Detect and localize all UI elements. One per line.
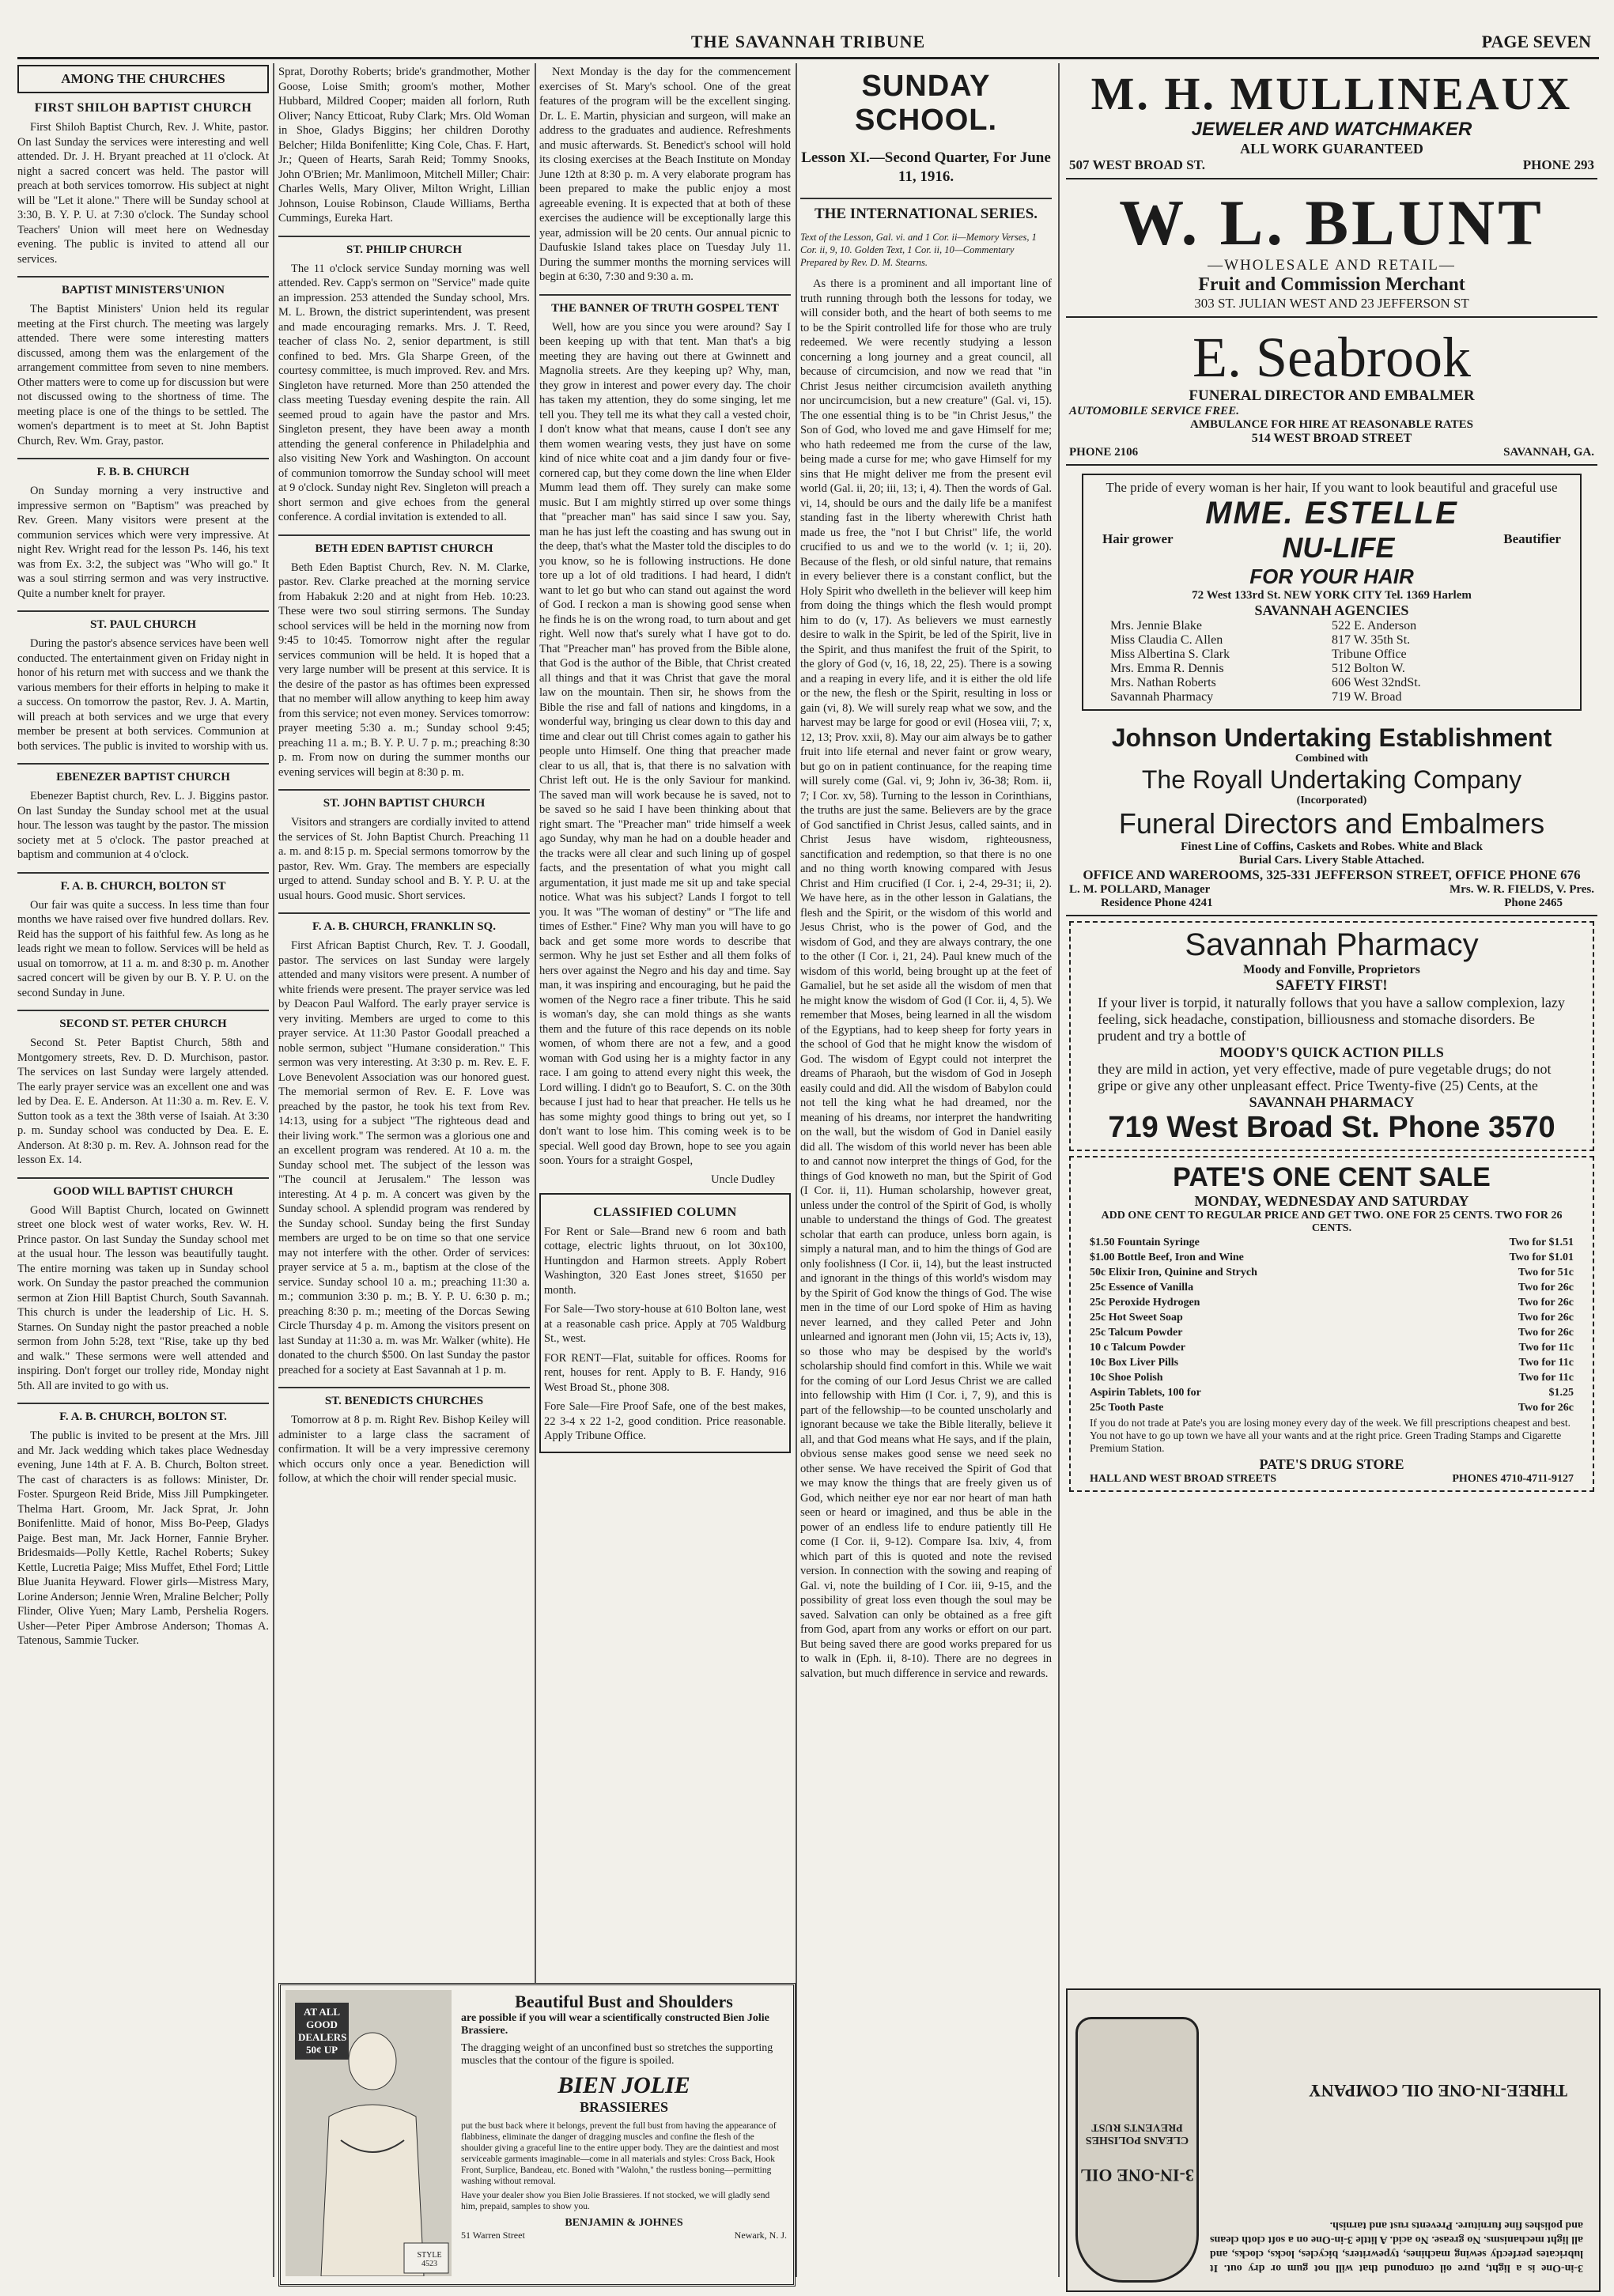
section-head: FIRST SHILOH BAPTIST CHURCH [34, 101, 252, 115]
church-section [17, 610, 269, 753]
agent-name: Savannah Pharmacy [1110, 690, 1214, 704]
sale-items [1074, 1235, 1589, 1415]
ad-line: Mrs. W. R. FIELDS, V. Pres. [1450, 883, 1594, 896]
series-heading: THE INTERNATIONAL SERIES. [800, 198, 1052, 223]
classified-item: FOR RENT—Flat, suitable for offices. Rooms for rent, houses for rent. Apply to B. F. Handy, 916 West Broad St., phone 308. [544, 1351, 786, 1394]
ad-line: FOR YOUR HAIR [1249, 565, 1414, 588]
ad-line: SAFETY FIRST! [1276, 977, 1388, 994]
ad-line: SAVANNAH PHARMACY [1249, 1094, 1415, 1110]
ad-city: SAVANNAH, GA. [1503, 446, 1594, 459]
section-text: Tomorrow at 8 p. m. Right Rev. Bishop Keiley will administer to a large class the sacrament of confirmation. It will be a very impressive ceremony which occurs only once a year. Benediction will follow, at which the choir will render special music. [278, 1414, 530, 1485]
ad-line: Finest Line of Coffins, Caskets and Robes. White and Black [1181, 840, 1483, 853]
ad-brassiere [278, 1983, 796, 2287]
section-text: Our fair was quite a success. In less time than four months we have raised over five hundred dollars. Rev. Reid has the support of his faithful few. As long as he leads right we mean to follow. Services will be held as usual on tomorrow, at 11 a. m. and 8:30 p. m. Another sacred concert will be given by our B. Y. P. U. on the second Sunday in June. [17, 898, 269, 999]
section-text: Sprat, Dorothy Roberts; bride's grandmother, Mother Goose, Loise Smith; groom's mother, Mother Hubbard, Mildred Cooper; maiden all forlorn, Ruth Oliver; Nancy Etticoat, Ruby Clark; Mrs. Old Woman in Shoe, Gladys Biggins; her children Dorothy Belcher; Hilda Bonifenlitte; King Cole, Chas. F. Hart, Jr.; Queen of Hearts, Sarah Reid; Tommy Snooks, John O'Brien; Mr. Manlimoon, Mitchell Miller; Chair: Charles Wells, Mary Oliver, Milton Wright, Lillian Johnson, Louise Robinson, Claude Williams, Bertha Cummings, Eureka Hart. [278, 66, 530, 225]
classified-item: Fore Sale—Fire Proof Safe, one of the best makes, 22 3-4 x 22 1-2, good condition. Price reasonable. Apply Tribune Office. [544, 1400, 786, 1442]
sale-item: $1.00 Bottle Beef, Iron and Wine Two for $1.01 [1090, 1252, 1574, 1263]
can-brand: 3-IN-ONE OIL [1080, 2166, 1194, 2185]
can-label: CLEANS POLISHES PREVENTS RUST [1085, 2121, 1189, 2146]
ad-name: PATE'S ONE CENT SALE [1173, 1162, 1491, 1192]
agent-name: Mrs. Nathan Roberts [1110, 676, 1216, 689]
ad-phone: Residence Phone 4241 [1101, 897, 1213, 909]
section-head: ST. BENEDICTS CHURCHES [278, 1387, 530, 1408]
sale-item: 10c Box Liver Pills Two for 11c [1090, 1357, 1574, 1369]
section-text: The public is invited to be present at the Mrs. Jill and Mr. Jack wedding which takes place Wednesday evening, June 14th at F. A. B. Church, Bolton street. The cast of characters is as follows: Minister, Dr. Foster. Spurgeon Reid Bride, Miss Jill Pumpkingeter. Thelma Hart. Groom, Mr. Jack Sprat, Jr. John Bonifenlitte. Maid of honor, Miss Bo-Peep, Gladys Paige. Best man, Mr. Jack Horner, Fannie Bryher. Bridesmaids—Polly Kettle, Rachel Roberts; Sukey Kettle, Lucretia Paige; Miss Muffet, Ethel Ford; Little Blue Juanita Heyward. Flower girls—Mistress Mary, Lorine Anderson; Jennie Wren, Mraline Belcher; Polly Flinder, Olive Yuen; Mary Lamb, Pershelia Rogers. Usher—Peter Piper Ambrose Anderson; Thomas A. Tatenous, Sammie Tucker. [17, 1429, 269, 1647]
section-text: During the pastor's absence services have been well conducted. The entertainment given on Friday night in honor of his return met with success and we thank the various members for their efforts in helping to make it a success. On tomorrow the pastor, Rev. J. A. Martin, will preach at both services and we urge that every member be present at both services. Communion at both services. The public is invited to worship with us. [17, 637, 269, 753]
ad-line: Beautifier [1503, 531, 1561, 546]
ad-three-in-one [1066, 1988, 1601, 2292]
agent-list [1087, 619, 1577, 704]
ad-product: NU-LIFE [1282, 531, 1395, 564]
column-divider [1058, 63, 1060, 2277]
section-text: The Baptist Ministers' Union held its regular meeting at the First church. The meeting was largely attended. There were some interesting matters discussed, among them was the enlargement of the arrangement committee from seven to nine members. Other matters were to come up for discussion but were not discussed owing to the shortness of time. The meeting place is one of the things to be settled. The women's department is to meet at St. John Baptist Church, Rev. Wm. Gray, pastor. [17, 303, 269, 447]
style-number: STYLE 4523 [417, 2251, 442, 2268]
ad-phone: PHONE 293 [1522, 157, 1594, 172]
church-section [17, 872, 269, 1001]
ad-line: PATE'S DRUG STORE [1259, 1456, 1404, 1472]
ad-phone: PHONE 2106 [1069, 446, 1139, 459]
ad-line: AMBULANCE FOR HIRE AT REASONABLE RATES [1190, 418, 1473, 431]
column-churches-2 [278, 65, 530, 1978]
section-text: The 11 o'clock service Sunday morning was well attended. Rev. Capp's sermon on "Service" made quite an impression. 253 attended the Sunday school, Mrs. M. L. Brown, the district superintendent, was present and made encouraging remarks. Mrs. J. T. Reed, teacher of class No. 2, senior department, is still confined to bed. Mrs. Gla Sharpe Green, of the courtesy committee, is much improved. Rev. and Mrs. Singleton have returned. More than 250 attended the class meeting Tuesday evening despite the rain. All seemed proud to again have the pastor and Mrs. Singleton present, they have been away a month attending the general conference in Philadelphia and also visiting New York and Washington. On account of communion tomorrow the Sunday school will meet at 9 o'clock. Sunday night Rev. Singleton will preach a short sermon and give echoes from the general conference. A cordial invitation is extended to all. [278, 262, 530, 523]
ad-text: they are mild in action, yet very effective, made of pure vegetable drugs; do not gripe or give any other unpleasant effect. Price Twenty-five (25) Cents, at the [1098, 1061, 1552, 1093]
page-number: PAGE SEVEN [1481, 32, 1591, 51]
ad-johnson [1066, 719, 1597, 916]
ad-text: 3-in-One is a light, pure oil compound that will not gum or dry out. It lubricates perfectly sewing machines, typewriters, bicycles, locks, clocks, and all light mechanisms. No grease. No acid. A little 3-in-One on a soft cloth cleans and polishes fine furniture. Prevents rust and tarnish. [1210, 2219, 1583, 2274]
ad-address: 303 ST. JULIAN WEST AND 23 JEFFERSON ST [1194, 296, 1469, 311]
ad-seabrook [1066, 323, 1597, 466]
agent-address: 719 W. Broad [1332, 690, 1402, 704]
sale-item: 25c Peroxide Hydrogen Two for 26c [1090, 1297, 1574, 1308]
brand-sub: BRASSIERES [579, 2099, 669, 2115]
ad-name: W. L. BLUNT [1119, 187, 1544, 259]
column-divider [796, 63, 797, 2277]
agent-address: 606 West 32ndSt. [1332, 676, 1421, 689]
sale-item: Aspirin Tablets, 100 for $1.25 [1090, 1387, 1574, 1399]
ad-head: Beautiful Bust and Shoulders [515, 1992, 733, 2011]
ad-street: 51 Warren Street [461, 2230, 525, 2241]
column-sunday-school [800, 65, 1052, 2279]
classified-column [539, 1193, 791, 1453]
section-head: F. B. B. CHURCH [17, 458, 269, 479]
ad-text: Have your dealer show you Bien Jolie Brassieres. If not stocked, we will gladly send him, prepaid, samples to show you. [461, 2191, 770, 2211]
ad-line: The Royall Undertaking Company [1141, 765, 1522, 794]
column-divider [273, 63, 274, 2277]
ad-name: Johnson Undertaking Establishment [1111, 723, 1552, 752]
ad-name: MME. ESTELLE [1205, 496, 1458, 531]
agent-address: Tribune Office [1332, 648, 1407, 661]
ad-line: AUTOMOBILE SERVICE FREE. [1069, 405, 1239, 417]
ad-text: If you do not trade at Pate's you are losing money every day of the week. We fill prescriptions cheapest and best. You not have to go up town we have all your wants and at the right price. Green Trading Stamps and Cigarette Premium Station. [1090, 1417, 1571, 1454]
newspaper-title: THE SAVANNAH TRIBUNE [690, 32, 926, 51]
section-text: Visitors and strangers are cordially invited to attend the services of St. John Baptist Church. Preaching 11 a. m. and 8:15 p. m. Special sermons tomorrow by the pastor, Rev. Wm. Gray. The members are especially urged to attend. Sunday school and B. Y. P. U. at the usual hours. Good music. Short services. [278, 816, 530, 902]
church-section [278, 236, 530, 525]
ad-name: Savannah Pharmacy [1185, 927, 1479, 962]
sale-item: 25c Talcum Powder Two for 26c [1090, 1327, 1574, 1339]
ad-name: E. Seabrook [1193, 326, 1471, 389]
ad-line: Burial Cars. Livery Stable Attached. [1238, 854, 1425, 867]
ad-phone: PHONES 4710-4711-9127 [1452, 1473, 1574, 1485]
ad-line: Combined with [1295, 753, 1369, 765]
ad-company: THREE-IN-ONE OIL COMPANY [1308, 2081, 1567, 2101]
ad-address: OFFICE AND WAREROOMS, 325-331 JEFFERSON STREET, OFFICE PHONE 676 [1083, 867, 1581, 882]
church-section [17, 763, 269, 863]
ad-pharmacy [1069, 921, 1594, 1151]
dealer-badge: AT ALL GOOD DEALERS 50¢ UP [295, 2003, 349, 2060]
ad-line: ADD ONE CENT TO REGULAR PRICE AND GET TWO. ONE FOR 25 CENTS. TWO FOR 26 CENTS. [1101, 1210, 1563, 1234]
church-section [17, 1403, 269, 1648]
ad-line: Moody and Fonville, Proprietors [1243, 963, 1420, 976]
ad-line: L. M. POLLARD, Manager [1069, 883, 1211, 896]
column-churches-1 [17, 65, 269, 2279]
signature: Uncle Dudley [711, 1173, 775, 1186]
classified-head: CLASSIFIED COLUMN [593, 1205, 737, 1219]
ad-mullineaux [1066, 65, 1597, 179]
ad-text: The dragging weight of an unconfined bust so stretches the supporting muscles that the contour of the figure is spoiled. [461, 2042, 773, 2067]
column-divider [535, 63, 536, 2277]
section-head: ST. PHILIP CHURCH [278, 236, 530, 257]
agent-address: 512 Bolton W. [1332, 662, 1405, 675]
ad-line: Funeral Directors and Embalmers [1118, 807, 1545, 840]
church-section [278, 789, 530, 903]
ad-line: —WHOLESALE AND RETAIL— [1208, 257, 1456, 274]
sale-item: 25c Tooth Paste Two for 26c [1090, 1402, 1574, 1414]
section-head: F. A. B. CHURCH, FRANKLIN SQ. [278, 912, 530, 934]
ad-blunt [1066, 184, 1597, 318]
section-text: Next Monday is the day for the commencement exercises of St. Mary's school. One of the great features of the program will be the excellent singing. Dr. L. E. Martin, physician and surgeon, will make an address to the graduates and audience. Refreshments and music afterwards. St. Benedict's school will hold its closing exercises at the Beach Institute on Monday June 12th at 8:30 p. m. A very elaborate program has been prepared to make the public enjoy a most agreeable evening. It is expected that at both of these exercises the audience will be exceptionally large this year, admission will be 20 cents. Our annual picnic to Daufuskie Island takes place on Tuesday July 11. During the summer months the morning services will begin at 6:30, 7:30 and 9:30 a. m. [539, 66, 791, 283]
ad-phone: Phone 2465 [1504, 897, 1563, 909]
section-text: Beth Eden Baptist Church, Rev. N. M. Clarke, pastor. Rev. Clarke preached at the morning service from Habakuk 2:20 and at night from Heb. 10:23. These were two soul stirring sermons. The Sunday school services will be held in the morning now from 9:45 to 10:45. Tomorrow night after the regular services communion will be held. It is hoped that a very large number will be present at this service. It is the desire of the pastor as has oftimes been expressed that no member will allow anything to keep him away from this service; not even money. Services tomorrow: prayer meeting 5:30 a. m.; Sunday school 9:45; preaching 11 a. m.; B. Y. P. U. 7 p. m.; preaching 8:30 p. m. From now on during the summer months our evening services will begin at 8:30 p. m. [278, 561, 530, 779]
ad-line: The pride of every woman is her hair, If you want to look beautiful and graceful use [1106, 480, 1558, 495]
section-text: First Shiloh Baptist Church, Rev. J. White, pastor. On last Sunday the services were interesting and well attended. Dr. J. H. Bryant preached at 11 o'clock. At night a sacred concert was held. The pastor will preach at both services tomorrow. His subject at night will be "Let it alone." There will be Sunday school at 3:30, B. Y. P. U. at 7:30 o'clock. The Sunday school Teachers' Union will meet here on Wednesday evening. The public is invited to attend all our services. [17, 121, 269, 266]
section-head: BAPTIST MINISTERS'UNION [17, 276, 269, 297]
ad-line: JEWELER AND WATCHMAKER [1191, 119, 1472, 140]
lesson-heading: Lesson XI.—Second Quarter, For June 11, 1916. [801, 149, 1051, 185]
ad-product: MOODY'S QUICK ACTION PILLS [1219, 1044, 1444, 1060]
sale-item: 10c Shoe Polish Two for 11c [1090, 1372, 1574, 1384]
oil-can-illustration [1075, 2017, 1199, 2283]
sale-item: 10 c Talcum Powder Two for 11c [1090, 1342, 1574, 1354]
section-head: THE BANNER OF TRUTH GOSPEL TENT [539, 294, 791, 315]
church-section [278, 534, 530, 780]
section-head: EBENEZER BAPTIST CHURCH [17, 763, 269, 784]
ad-address: 719 West Broad St. Phone 3570 [1108, 1111, 1555, 1144]
section-head: SECOND ST. PETER CHURCH [17, 1010, 269, 1031]
classified-item: For Sale—Two story-house at 610 Bolton lane, west at a reasonable cash price. Apply at 705 Waldburg St., west. [544, 1303, 786, 1345]
lesson-text-note: Text of the Lesson, Gal. vi. and 1 Cor. ii—Memory Verses, 1 Cor. ii, 9, 10. Golden Text, 1 Cor. ii, 10—Commentary Prepared by Rev. D. M. Stearns. [800, 232, 1037, 268]
section-head: GOOD WILL BAPTIST CHURCH [17, 1177, 269, 1199]
agent-name: Mrs. Emma R. Dennis [1110, 662, 1224, 675]
section-text: Second St. Peter Baptist Church, 58th and Montgomery streets, Rev. D. D. Murchison, pastor. The services on last Sunday were largely attended. The early prayer service was an excellent one and was led by Dea. E. E. Anderson. At 11:30 a. m. Rev. E. V. Sutton took as a text the 38th verse of Isaiah. At 3:30 p. m. Sunday school was conducted by Dea. E. E. Anderson. At 8:30 p. m. Rev. A. Johnson read for the lesson Ex. 14. [17, 1037, 269, 1166]
woman-illustration [285, 1990, 452, 2276]
column-advertisements [1066, 65, 1597, 1986]
sale-item: $1.50 Fountain Syringe Two for $1.51 [1090, 1237, 1574, 1248]
agent-address: 522 E. Anderson [1332, 619, 1417, 633]
ad-address: HALL AND WEST BROAD STREETS [1090, 1473, 1277, 1485]
ad-name: M. H. MULLINEAUX [1090, 68, 1573, 119]
section-text: Good Will Baptist Church, located on Gwinnett street one block west of water works, Rev. W. H. Prince pastor. On last Sunday the Sunday school met at the usual hour. The lesson was beautifully taught. The entire morning was taken up in Sunday school work. On Sunday the pastor preached the communion sermon at Zion Hill Baptist Church, South Savannah. This church is under the leadership of Lic. H. S. Starnes. On Sunday night the pastor preached a noble sermon from John 5:28, text "Rise, take up thy bed and walk." These sermons were well attended and inspiring. Don't forget our trolley ride, Monday night 5th. All are invited to go with us. [17, 1203, 269, 1392]
section-text: Well, how are you since you were around? Say I been keeping up with that tent. Man that's a big meeting they are having out there at Gwinnett and Magnolia streets. Are they keeping up? Why, man, they grow in interest and power every day. The choir has taken my attention, they do some singing, let me tell you. They tell me its what they call a vested choir, I don't know what that means, cause I don't see any them women wearing vests, they just have on some kind of nice white coat and a jim dandy four or five-cornered cap, but they come down the line when Elder Mumm lead them off. They surely can make some music. But I am mightly stirred up over some things that "preacher man" has said since I saw you. Say, man he has just left the coasting and has swung out in the deep, that's what the Master told the disciples to do you know, so he is following instructions. He done tore up a lot of old traditions. I had heard, I didn't want to let go but who can stand out against the word of God. I reckon a man is showing good sense when he finds he is on the wrong road, to turn about and get right. Well now that's surely what I have got to do. That "Preacher man" has proved from the Bible alone, that God is the author of the Bible, that Christ created all things and that it was Christ that gave the moral law on the mountain. Then sir, he shows from the Bible the rise and fall of nations and kingdoms, in a wonderful way, bringing us clear down to this day and time and clear out till Christ comes again to gather his people unto Himself. One thing that preacher made clear to us all, that is, that there is no salvation with Christ left out. He is the only Saviour for mankind. The saved man will work because he is saved, not to be saved so he said I have been thinking about that right smart. The "Preacher man" tride himself a week ago Sunday, why man he had on a double header and the tracks were all clear and such lining up of gospel facts, and the presentation of what you might call argumentation, it just made me sit up and take special notice. What was his subject? Lands I forgot to tell you. It was "The woman of destiny" or "The life and times of Esther." Fine? Why man you will have to go back and get some more words to describe that sermon. Why he just set Esther and all them folks of hers over against the Negro and his day and time. Say man, it was inspiring and encouraging, but he paid the women of the Negro race a finer tribute. This he said is woman's day, she can mold things as she wants them and the future of this race depends on its noble women, of whom there are not a few, and a good woman with God using her is a mighty factor in any race. I am going to attend every night this week, the Lord willing. I didn't go to Beaufort, S. C. on the 30th because I just had to hear that preacher. He tells us he has some mighty good things to bring out yet, so I don't want to lose him. This coming week is to be special. Well good day Brown, hope to see you again soon. Yours for a straight Gospel, [539, 320, 791, 1167]
section-head: ST. PAUL CHURCH [17, 610, 269, 632]
ad-text: are possible if you will wear a scientifically constructed Bien Jolie Brassiere. [461, 2012, 769, 2037]
ad-text: If your liver is torpid, it naturally follows that you have a sallow complexion, lazy feeling, sick headache, constipation, billiousness and stomache disorders. Be prudent and try a bottle of [1098, 995, 1565, 1044]
sale-item: 25c Essence of Vanilla Two for 26c [1090, 1282, 1574, 1293]
ad-address: 72 West 133rd St. NEW YORK CITY Tel. 1369 Harlem [1192, 589, 1472, 602]
ad-city: Newark, N. J. [734, 2230, 787, 2241]
ad-line: MONDAY, WEDNESDAY AND SATURDAY [1194, 1193, 1469, 1209]
ad-estelle [1082, 474, 1582, 711]
ad-line: FUNERAL DIRECTOR AND EMBALMER [1189, 387, 1475, 404]
ad-address: 514 WEST BROAD STREET [1251, 432, 1412, 445]
agent-address: 817 W. 35th St. [1332, 633, 1411, 647]
section-head: BETH EDEN BAPTIST CHURCH [278, 534, 530, 556]
lesson-body: As there is a prominent and all important line of truth running through both the lessons for today, we will consider both, and the heart of both seems to me to be the Spirit controlled life for those who are truly redeemed. We were recently studying a lesson concerning a long journey and a great council, all because of circumcision, and now we read that "in Christ Jesus neither circumcision availeth anything nor uncircumcision, but a new creature" (Gal. vi, 15). The one essential thing is to be "in Christ Jesus," the Son of God, who loved me and gave Himself for me; who hath redeemed me from the curse of the law, being made a curse for me; who gave Himself for my sins that He might deliver me from the present evil world (Gal. ii, 20; iii, 13; i, 4). Then the words of Gal. vi, 14, should be ours and the daily life be a manifest standing fast in the liberty wherewith Christ hath made us free, the "not I but Christ" life, the world crucified to us and we to the world (v. 1; ii, 20). Because of the flesh, or old sinful nature, that remains in every believer there is a constant conflict, but the Holy Spirit who dwelleth in the believer will keep him from doing the things which the flesh would prompt him to do (v, 17). As believers we must earnestly desire to walk in the Spirit, be led of the Spirit, live in the Spirit, and thus manifest the fruit of the Spirit, to the glory of God (v, 16, 18, 22, 25). There is a sowing and a reaping in every life, and it is either the old life or the new, the flesh or the Spirit, resulting in loss or gain (vi, 8). We will surely reap what we sow, and the harvest may be large for good or evil (Hosea viii, 7; x, 12, 13; Prov. xxii, 8). May our aim always be to gather fruit into life eternal and never faint or grow weary, but go on in patient continuance, for the reaping time will surely come (Gal. vi, 9; John iv, 36-38; Rom. ii, 7; I Cor. xv, 58). Turning to the lesson in Corinthians, the truths are just the same. Believers are by the grace of God sanctified in Christ Jesus, called saints, and in Christ Jesus have wisdom, righteousness, sanctification and redemption, so that there is no one and no thing worth knowing compared with Jesus Christ and Him crucified (I Cor. i, 2-4, 29-31; ii, 2). We have here, as in the other lesson in Galatians, the flesh and the Spirit, or the wisdom of this world and Jesus Christ, who is the power of God, and the wisdom of God, and they are always contrary, the one to the other (I Cor. i, 21, 24). Paul knew much of the wisdom of this world, being brought up at the feet of Gamaliel, but he set aside all the wisdom of men that he might know the wisdom of God (I Cor. ii, 4, 5). We remember that Moses, being learned in all the wisdom of the Egyptians, had to keep sheep for forty years in the school of God that he might know the wisdom of God. The wisdom of Egypt could not interpret the dreams of Pharaoh, but the wisdom of God in Joseph easily could and did. All the wisdom of Babylon could not tell the king what he had dreamed, nor the meaning of his dreams, nor interpret the handwriting on the wall, but the wisdom of God in Daniel easily did all. The wisdom of this world never has been able to and cannot now interpret the things of God, for the things of God knoweth no man, but the Spirit of God (I Cor. ii, 11). Human scholarship, however great, unless under the control of the Spirit of God, is wholly unable to understand the things of God. The greatest scholar that earth can produce, unless born again, is simply a natural man, and to him the things of God are only foolishness (I Cor. ii, 14), but the least instructed and ignorant in the things of this world's wisdom may by the Spirit of God know the things of God. The wise men in the time of our Lord spoke of Him as having never learned, and they called Peter and John unlearned and ignorant men (John vii, 15; Acts iv, 13), so those who may be despised by the world's scholarship should find comfort in this. While we wait for the coming of our Lord Jesus Christ we are called into fellowship with Him (I Cor. i, 7, 9), and this is part of the fellowship—to be counted unscholarly and ignorant because we take the Bible literally, believe it all, and that God means what He says, and if the plain, obvious sense makes good sense we need seek no other sense. We have received the Spirit of God that we may know the things that are freely given us of God, which neither eye nor ear nor heart of man hath seen or heard or imagined, and thus be able in the power of an endless life to endure patiently till He come (I Cor. ii, 9-12). Compare Isa. lxiv, 4, from which part of this is quoted and note the revised version. In connection with the sowing and reaping of Gal. vi, note the building of I Cor. iii, 9-15, and the possibility of great loss even though the soul may be saved. Salvation can only be obtained as a free gift from God, apart from any works or effort on our part. But being saved there are good works prepared for us to walk in (Eph. ii, 8-10). There are no degrees in salvation, but much difference in service and rewards. [800, 278, 1052, 1680]
agent-name: Miss Albertina S. Clark [1110, 648, 1230, 661]
section-head: ST. JOHN BAPTIST CHURCH [278, 789, 530, 810]
classified-item: For Rent or Sale—Brand new 6 room and bath cottage, electric lights thruout, on lot 30x100, Huntingdon and Harmon streets. Apply Robert Washington, 320 East Jones street, $1650 per month. [544, 1225, 786, 1297]
section-text: On Sunday morning a very instructive and impressive sermon on "Baptism" was preached by Rev. Green. Many visitors were present at the communion services which were very impressive. At night Rev. Wright read for the lesson Ps. 146, his text was from Ex. 3:2, the subject was "Who will go." It was a soul stirring sermon and was very instructive. Quite a number knelt for prayer. [17, 485, 269, 600]
agent-name: Mrs. Jennie Blake [1110, 619, 1202, 633]
ad-line: SAVANNAH AGENCIES [1254, 602, 1409, 618]
ad-address: 507 WEST BROAD ST. [1069, 157, 1205, 172]
church-section [17, 1177, 269, 1394]
church-section [17, 1010, 269, 1168]
ad-line: (Incorporated) [1296, 795, 1367, 806]
ad-pates [1069, 1156, 1594, 1492]
church-section [278, 1387, 530, 1486]
section-text: First African Baptist Church, Rev. T. J. Goodall, pastor. The services on last Sunday were largely attended and many visitors were present. A number of white friends were present. The prayer service was led by Deacon Paul Walford. The early prayer service is very inviting. Members are urged to come to this prayer service. At 11:30 Pastor Goodall preached a noble sermon, subject "Humane consideration." This sermon was very interesting. At 3:30 p. m. Rev. E. F. Love Benevolent Association was our honored guest. The memorial sermon of Rev. E. F. Love was preached by the pastor, he took his text from Rev. 14:13, using for a subject "The righteous dead and their living work." The sermon was a glorious one and an excellent program was rendered. At 10 a. m. the Sunday school met. The subject of the lesson was "The council at Jerusalem." The lesson was interesting. At 4 p. m. A concert was given by the Sunday school. A splendid program was rendered by the Sunday school. Sunday being the first Sunday members are urged to be on time so that one service may not interfere with the other. Order of services: prayer service at 5 a. m., baptism at the close of the service. Sunday school 10 a. m.; preaching 11:30 a. m.; communion 3:30 p. m.; B. Y. P. U. 6:30 p. m.; preaching 8:30 p. m.; meeting of the Dorcas Sewing Circle Thursday 4 p. m. Among the visitors present on last Sunday at 11:30 a. m. was Mr. Walker (white). He donated to the church $500. On last Sunday the pastor preached for a society at East Savannah at 1 p. m. [278, 939, 530, 1376]
sale-item: 25c Hot Sweet Soap Two for 26c [1090, 1312, 1574, 1324]
section-head: F. A. B. CHURCH, BOLTON ST [17, 872, 269, 893]
church-section [278, 912, 530, 1377]
section-box-title: AMONG THE CHURCHES [17, 65, 269, 93]
section-head: F. A. B. CHURCH, BOLTON ST. [17, 1403, 269, 1424]
church-section [17, 458, 269, 601]
sunday-school-title: SUNDAY SCHOOL. [854, 70, 998, 137]
section-text: Ebenezer Baptist church, Rev. L. J. Biggins pastor. On last Sunday the Sunday school met at the usual hour. The lesson was taught by the pastor. The mission society met at 5 o'clock. The pastor preached at baptism and communion at 4 o'clock. [17, 790, 269, 861]
masthead [17, 28, 1599, 59]
ad-line: Hair grower [1102, 531, 1174, 546]
sale-item: 50c Elixir Iron, Quinine and Strych Two for 51c [1090, 1267, 1574, 1278]
brand-logo: BIEN JOLIE [558, 2072, 690, 2098]
column-news [539, 65, 791, 1978]
ad-line: Fruit and Commission Merchant [1198, 274, 1465, 295]
ad-company: BENJAMIN & JOHNES [565, 2217, 683, 2229]
ad-text: put the bust back where it belongs, prevent the full bust from having the appearance of flabbiness, eliminate the danger of dragging muscles and confine the flesh of the shoulder giving a graceful line to the entire upper body. They are the daintiest and most serviceable garments imaginable—come in all materials and styles: Cross Back, Hook Front, Surplice, Bandeau, etc. Boned with "Walohn," the rustless boning—permitting washing without removal. [461, 2121, 780, 2186]
church-section [17, 276, 269, 448]
church-section [17, 101, 269, 266]
ad-line: ALL WORK GUARANTEED [1240, 141, 1423, 157]
agent-name: Miss Claudia C. Allen [1110, 633, 1223, 647]
